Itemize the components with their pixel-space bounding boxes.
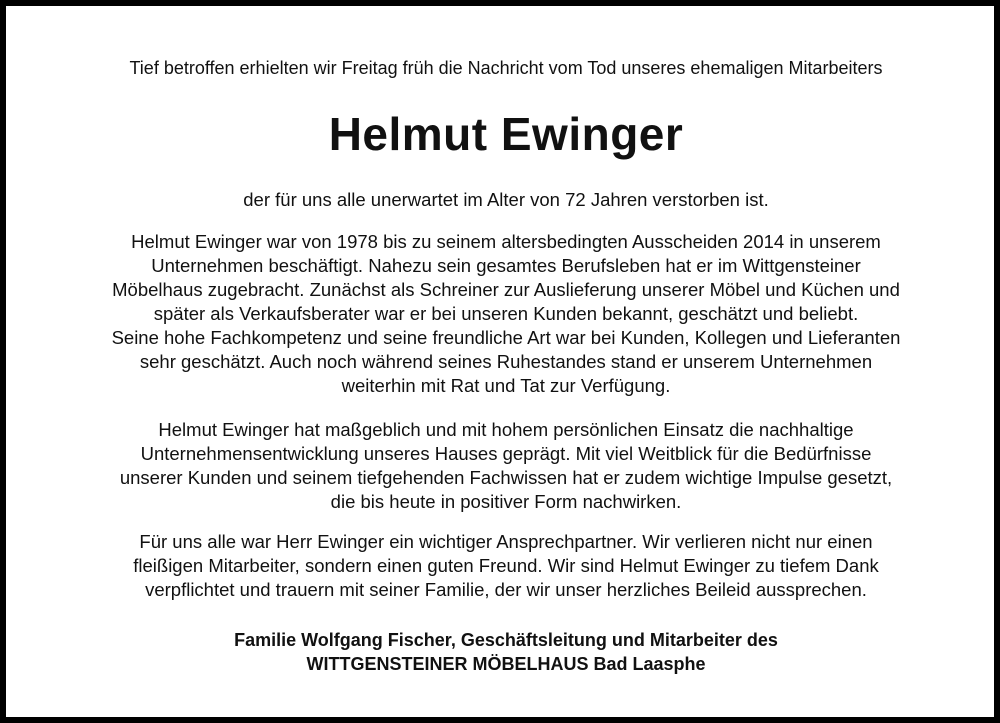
deceased-name: Helmut Ewinger: [328, 108, 684, 160]
age-statement: der für uns alle unerwartet im Alter von 72 Jahren verstorben ist.: [243, 189, 769, 210]
paragraph-line: Möbelhaus zugebracht. Zunächst als Schreiner zur Auslieferung unserer Möbel und Küchen und: [112, 279, 900, 300]
paragraph-line: Helmut Ewinger war von 1978 bis zu seinem altersbedingten Ausscheiden 2014 in unserem: [131, 231, 881, 252]
paragraph-line: Seine hohe Fachkompetenz und seine freundliche Art war bei Kunden, Kollegen und Lieferanten: [111, 327, 901, 348]
paragraph-line: verpflichtet und trauern mit seiner Familie, der wir unser herzliches Beileid aussprechen.: [145, 579, 867, 600]
paragraph-line: später als Verkaufsberater war er bei unseren Kunden bekannt, geschätzt und beliebt.: [153, 303, 859, 324]
paragraph-line: sehr geschätzt. Auch noch während seines Ruhestandes stand er unserem Unternehmen: [139, 351, 873, 372]
paragraph-line: unserer Kunden und seinem tiefgehenden Fachwissen hat er zudem wichtige Impulse gesetzt,: [119, 467, 893, 488]
paragraph-line: Helmut Ewinger hat maßgeblich und mit hohem persönlichen Einsatz die nachhaltige: [158, 419, 854, 440]
signature-line: Familie Wolfgang Fischer, Geschäftsleitung und Mitarbeiter des: [234, 630, 778, 650]
paragraph-contribution: [30, 418, 982, 514]
signature-block: [30, 628, 982, 676]
paragraph-line: Unternehmensentwicklung unseres Hauses geprägt. Mit viel Weitblick für die Bedürfnisse: [140, 443, 872, 464]
signature-line: WITTGENSTEINER MÖBELHAUS Bad Laasphe: [306, 654, 706, 674]
paragraph-line: Unternehmen beschäftigt. Nahezu sein gesamtes Berufsleben hat er im Wittgensteiner: [151, 255, 861, 276]
paragraph-line: die bis heute in positiver Form nachwirken.: [330, 491, 682, 512]
intro-text: Tief betroffen erhielten wir Freitag früh die Nachricht vom Tod unseres ehemaligen Mitarbeiters: [129, 58, 883, 78]
paragraph-line: Für uns alle war Herr Ewinger ein wichtiger Ansprechpartner. Wir verlieren nicht nur einen: [139, 531, 873, 552]
paragraph-condolence: [30, 530, 982, 602]
paragraph-career: [30, 230, 982, 398]
paragraph-line: fleißigen Mitarbeiter, sondern einen guten Freund. Wir sind Helmut Ewinger zu tiefem Dank: [133, 555, 879, 576]
paragraph-line: weiterhin mit Rat und Tat zur Verfügung.: [341, 375, 671, 396]
